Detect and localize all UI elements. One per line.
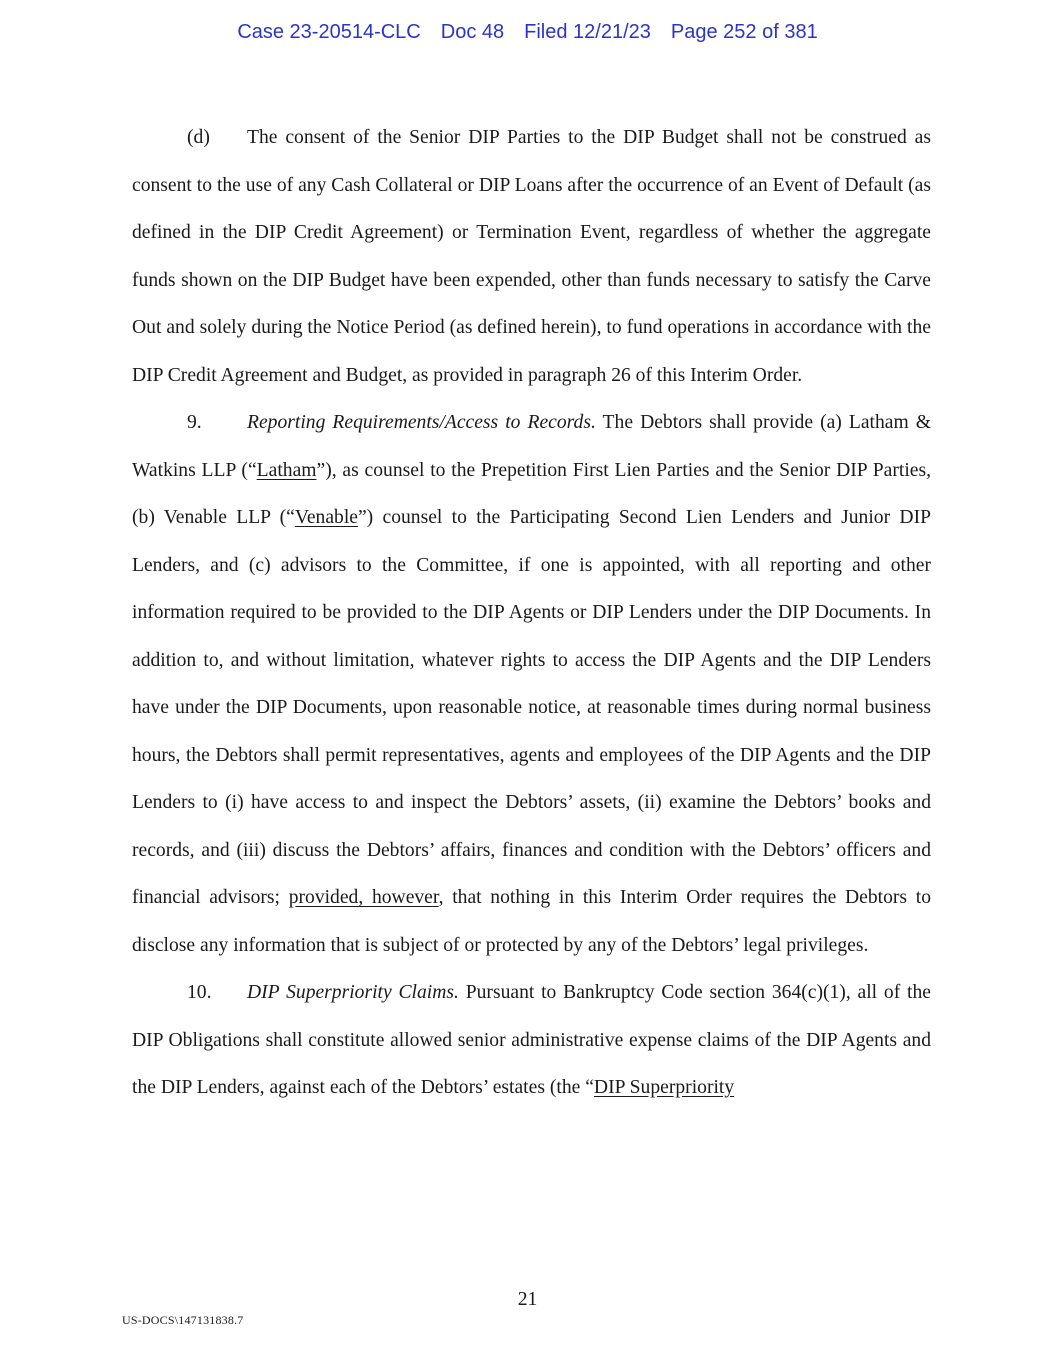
filed-date: Filed 12/21/23 (524, 21, 651, 43)
case-number: Case 23-20514-CLC (237, 21, 421, 43)
defined-term: Latham (256, 459, 317, 481)
paragraph-text: The consent of the Senior DIP Parties to the DIP Budget shall not be construed as consent to the use of any Cash Collateral or DIP Loans after the occurrence of an Event of Default (as defined in the DIP Credit Agreement) or Termination Event, regardless of whether the aggregate funds shown on the DIP Budget have been expended, other than funds necessary to satisfy the Carve Out and solely during the Notice Period (as defined herein), to fund operations in accordance with the DIP Credit Agreement and Budget, as provided in paragraph 26 of this Interim Order. (132, 127, 931, 386)
document-body (132, 114, 931, 1112)
paragraph-10 (132, 969, 931, 1112)
doc-number: Doc 48 (440, 21, 505, 43)
paragraph-number: 10. (187, 982, 212, 1003)
paragraph-text: ”), as counsel to the Prepetition First Lien Parties and the Senior DIP Parties, (b) Venable LLP (“ (132, 459, 931, 528)
proviso: provided, however (288, 887, 439, 908)
paragraph-text: Pursuant to Bankruptcy Code section 364(c)(1), all of the DIP Obligations shall constitute allowed senior administrative expense claims of the DIP Agents and the DIP Lenders, against each of the Debtors’ estates (the “ (132, 982, 931, 1098)
paragraph-9 (132, 399, 931, 969)
paragraph-text: The Debtors shall provide (a) Latham & Watkins LLP (“ (132, 412, 931, 481)
paragraph-text: ”) counsel to the Participating Second Lien Lenders and Junior DIP Lenders, and (c) advisors to the Committee, if one is appointed, with all reporting and other information required to be provided to the DIP Agents or DIP Lenders under the DIP Documents. In addition to, and without limitation, whatever rights to access the DIP Agents and the DIP Lenders have under the DIP Documents, upon reasonable notice, at reasonable times during normal business hours, the Debtors shall permit representatives, agents and employees of the DIP Agents and the DIP Lenders to (i) have access to and inspect the Debtors’ assets, (ii) examine the Debtors’ books and records, and (iii) discuss the Debtors’ affairs, finances and condition with the Debtors’ officers and financial advisors; (132, 507, 931, 908)
page-number: 21 (517, 1289, 538, 1310)
page-count: Page 252 of 381 (670, 21, 818, 43)
paragraph-heading: DIP Superpriority Claims. (247, 982, 459, 1003)
paragraph-label: (d) (187, 127, 210, 148)
document-id: US-DOCS\147131838.7 (122, 1313, 244, 1327)
case-header (0, 19, 1055, 45)
paragraph-number: 9. (187, 412, 202, 433)
paragraph-heading: Reporting Requirements/Access to Records. (247, 412, 596, 433)
defined-term: DIP Superpriority (593, 1077, 735, 1098)
paragraph-d (132, 114, 931, 399)
defined-term: Venable (294, 507, 358, 528)
paragraph-text: , that nothing in this Interim Order requires the Debtors to disclose any information that is subject of or protected by any of the Debtors’ legal privileges. (132, 887, 931, 956)
